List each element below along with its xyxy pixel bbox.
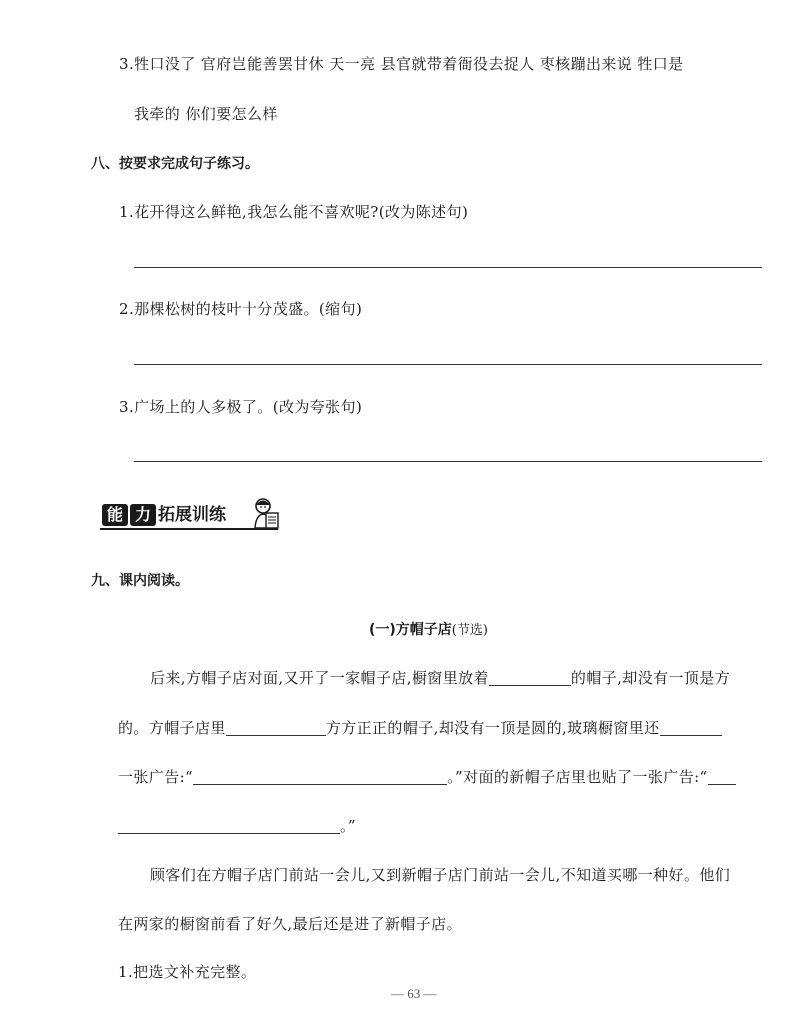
- passage-text: 一张广告:“: [118, 768, 194, 786]
- answer-line-3[interactable]: [134, 461, 762, 462]
- passage-text: 的帽子,却没有一顶是方: [570, 669, 731, 687]
- blank-4[interactable]: [193, 769, 447, 785]
- passage-p1-line4: [118, 815, 356, 836]
- passage-text: 后来,方帽子店对面,又开了一家帽子店,橱窗里放着: [150, 669, 489, 687]
- passage-text: 方方正正的帽子,却没有一顶是圆的,玻璃橱窗里还: [325, 719, 660, 737]
- passage-note: (节选): [451, 623, 488, 638]
- section8-item2: 2.那棵松树的枝叶十分茂盛。(缩句): [119, 300, 363, 318]
- section9-heading: 九、课内阅读。: [91, 573, 189, 589]
- section8-item3: 3.广场上的人多极了。(改为夸张句): [119, 398, 363, 416]
- passage-text: 。”对面的新帽子店里也贴了一张广告:“: [447, 768, 708, 786]
- blank-1[interactable]: [489, 670, 571, 686]
- section8-heading: 八、按要求完成句子练习。: [91, 156, 259, 172]
- passage-p2-line2: 在两家的橱窗前看了好久,最后还是进了新帽子店。: [118, 915, 462, 933]
- q7-item3-line1: 3.牲口没了 官府岂能善罢甘休 天一亮 县官就带着衙役去捉人 枣核蹦出来说 牲口是: [119, 55, 684, 73]
- blank-5-cont[interactable]: [118, 818, 340, 834]
- section8-item1: 1.花开得这么鲜艳,我怎么能不喜欢呢?(改为陈述句): [119, 203, 469, 221]
- page-number: — 63 —: [391, 986, 437, 1001]
- passage-text: 的。方帽子店里: [118, 719, 226, 737]
- passage-p1-line2: [118, 717, 722, 738]
- passage-p2-line1: 顾客们在方帽子店门前站一会儿,又到新帽子店门前站一会儿,不知道买哪一种好。他们: [150, 866, 731, 884]
- passage-title-row: [369, 619, 488, 639]
- badge-char-1: 能: [102, 504, 128, 526]
- blank-3[interactable]: [660, 720, 722, 736]
- badge-char-2: 力: [130, 504, 156, 526]
- passage-p1-line1: [150, 667, 730, 688]
- passage-p1-line3: [118, 766, 736, 787]
- q7-item3-line2: 我牵的 你们要怎么样: [134, 105, 278, 123]
- student-reading-icon: [252, 497, 280, 533]
- passage-title: (一)方帽子店: [369, 622, 452, 638]
- blank-2[interactable]: [226, 720, 326, 736]
- ability-training-badge: [100, 497, 280, 537]
- answer-line-1[interactable]: [134, 267, 762, 268]
- passage-text: 。”: [340, 817, 356, 835]
- section9-question1: 1.把选文补充完整。: [118, 963, 257, 981]
- badge-label: 拓展训练: [158, 505, 226, 525]
- answer-line-2[interactable]: [134, 364, 762, 365]
- blank-5[interactable]: [708, 769, 736, 785]
